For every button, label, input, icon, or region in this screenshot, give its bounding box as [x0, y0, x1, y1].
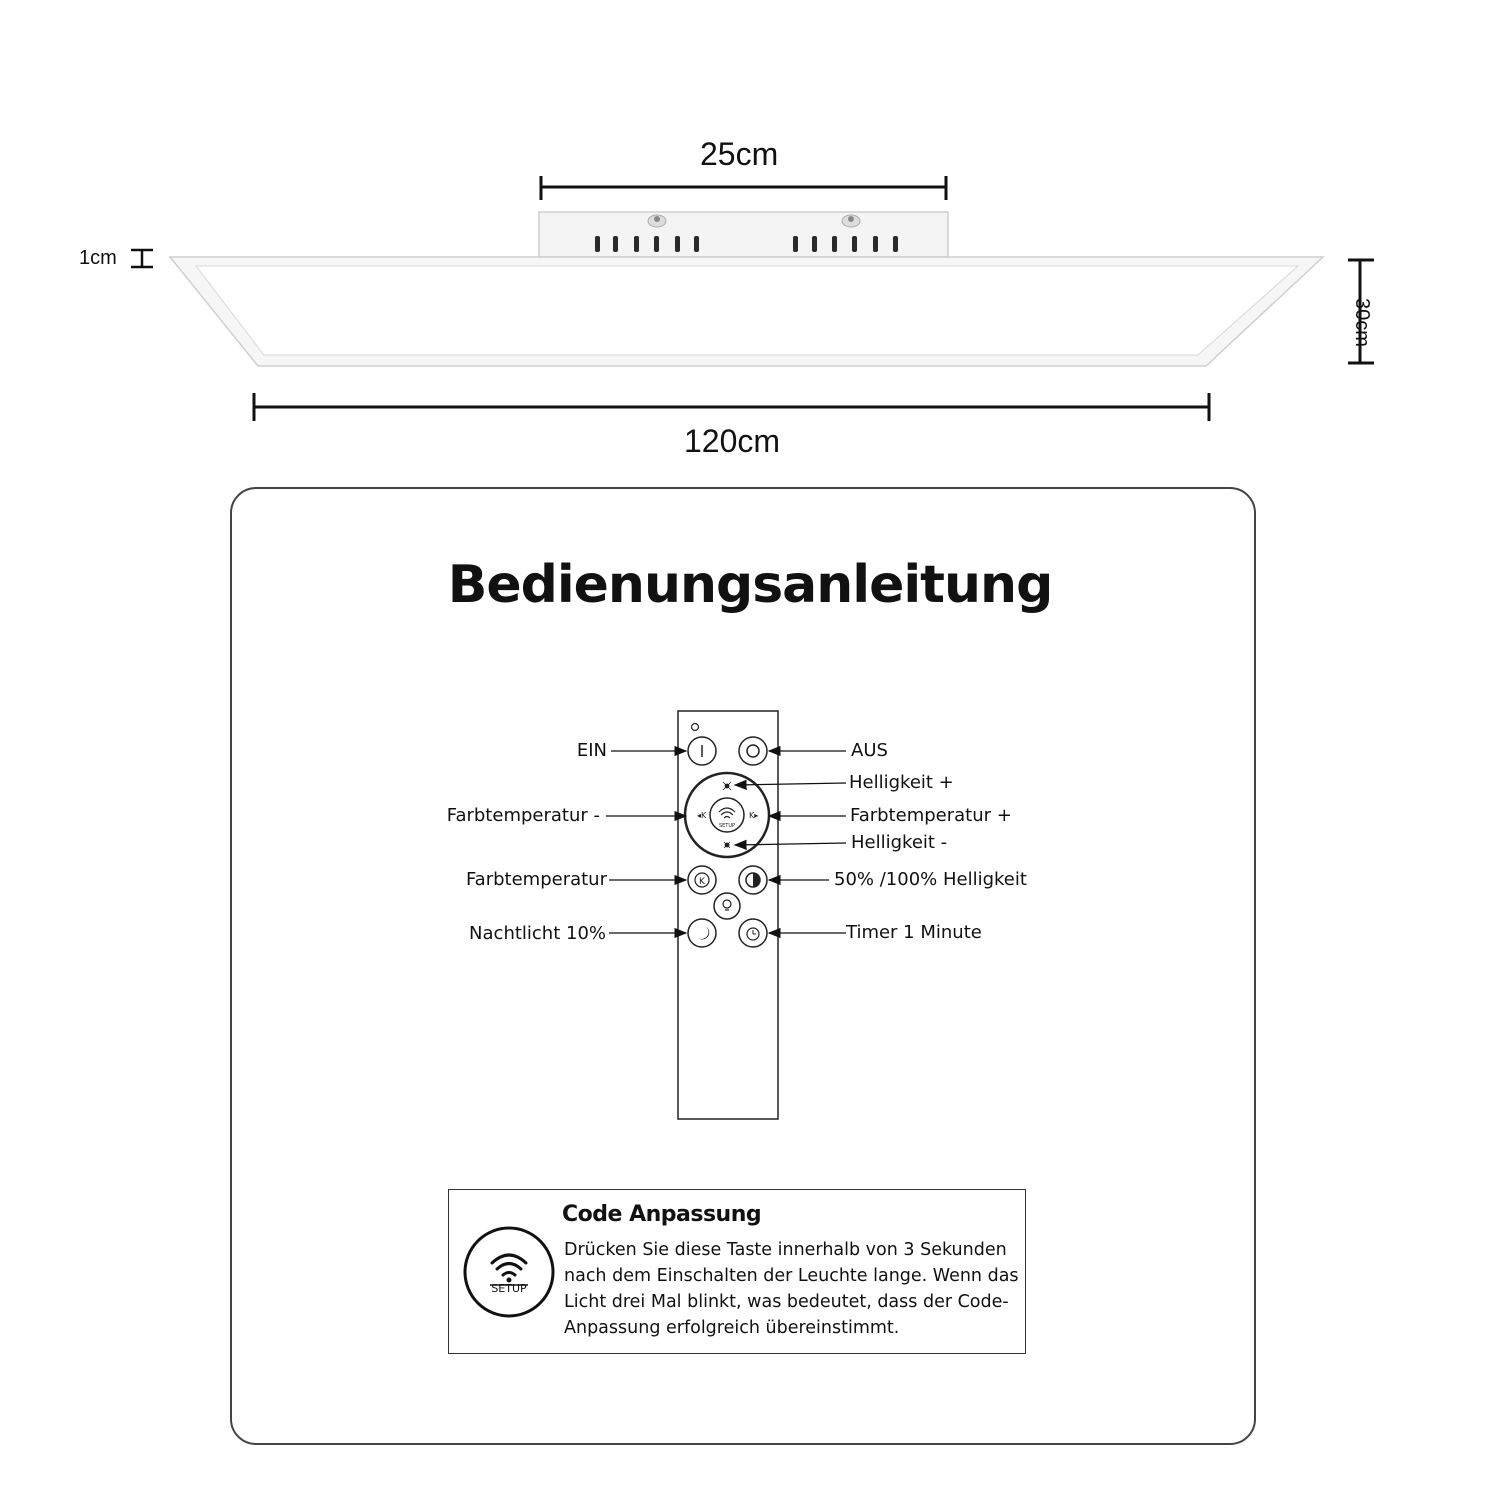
color-temp-up-icon: K▸ — [749, 811, 759, 820]
height-label: 1cm — [79, 247, 117, 269]
setup-button-icon — [462, 1225, 558, 1321]
remote-control — [440, 700, 1060, 1130]
svg-text:SETUP: SETUP — [718, 823, 736, 829]
label-color-temp: Farbtemperatur — [465, 869, 607, 890]
label-brightness-up: Helligkeit + — [849, 772, 954, 793]
brightness-down-icon — [724, 842, 730, 848]
length-label: 120cm — [684, 423, 781, 459]
label-on: EIN — [576, 740, 607, 761]
width-dimension-line — [541, 176, 946, 200]
driver-box — [539, 212, 948, 257]
label-color-temp-down: Farbtemperatur - — [446, 805, 600, 826]
code-line: Drücken Sie diese Taste innerhalb von 3 Sekunden — [564, 1240, 1007, 1260]
power-off-button — [739, 737, 767, 765]
label-brightness-down: Helligkeit - — [851, 832, 948, 853]
bulb-icon — [714, 893, 740, 919]
power-on-button — [688, 737, 716, 765]
label-timer: Timer 1 Minute — [846, 922, 982, 943]
width-label: 25cm — [700, 136, 779, 172]
color-temp-button — [688, 866, 716, 894]
depth-label: 30cm — [1351, 298, 1373, 347]
panel-drawing — [0, 0, 1500, 480]
setup-icon-label: SETUP — [491, 1282, 527, 1295]
label-brightness-50-100: 50% /100% Helligkeit — [834, 869, 1027, 890]
code-line: Anpassung erfolgreich übereinstimmt. — [564, 1318, 900, 1338]
svg-text:K: K — [699, 877, 705, 887]
length-dimension-line — [254, 393, 1209, 421]
height-dimension-line — [131, 250, 153, 267]
timer-button — [739, 919, 767, 947]
night-light-button — [688, 919, 716, 947]
code-title: Code Anpassung — [562, 1202, 762, 1227]
color-temp-down-icon: ◂K — [697, 811, 707, 820]
label-night-light: Nachtlicht 10% — [469, 923, 606, 944]
code-line: Licht drei Mal blinkt, was bedeutet, dass der Code- — [564, 1292, 1009, 1312]
code-line: nach dem Einschalten der Leuchte lange. Wenn das — [564, 1266, 1019, 1286]
led-panel — [170, 257, 1323, 366]
half-brightness-button — [739, 866, 767, 894]
code-description — [564, 1237, 1024, 1341]
manual-title: Bedienungsanleitung — [447, 555, 1053, 615]
label-color-temp-up: Farbtemperatur + — [850, 805, 1012, 826]
label-off: AUS — [851, 740, 888, 761]
